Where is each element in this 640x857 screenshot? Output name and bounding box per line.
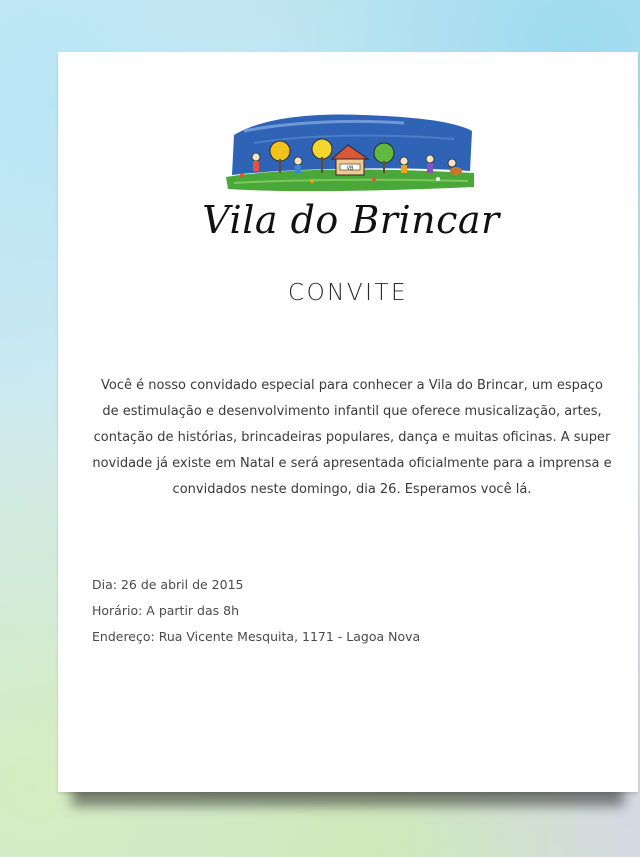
event-time: Horário: A partir das 8h — [92, 603, 239, 618]
house-sign: VB — [346, 165, 354, 172]
invitation-body: Você é nosso convidado especial para conhecer a Vila do Brincar, um espaço de estimulação e desenvolvimento infantil que oferece musicalização, artes, contação de histórias, brincadeiras populares, dança e muitas oficinas. A super novidade já existe em Natal e será apresentada oficialmente para a imprensa e convidados neste domingo, dia 26. Esperamos você lá. — [92, 378, 612, 497]
event-date: Dia: 26 de abril de 2015 — [92, 577, 244, 592]
brand-logo-text: Vila do Brincar — [202, 198, 500, 242]
page-title: CONVITE — [288, 280, 408, 306]
event-address: Endereço: Rua Vicente Mesquita, 1171 - Lagoa Nova — [92, 629, 421, 644]
vila-do-brincar-illustration — [224, 109, 476, 195]
event-details — [92, 572, 572, 650]
